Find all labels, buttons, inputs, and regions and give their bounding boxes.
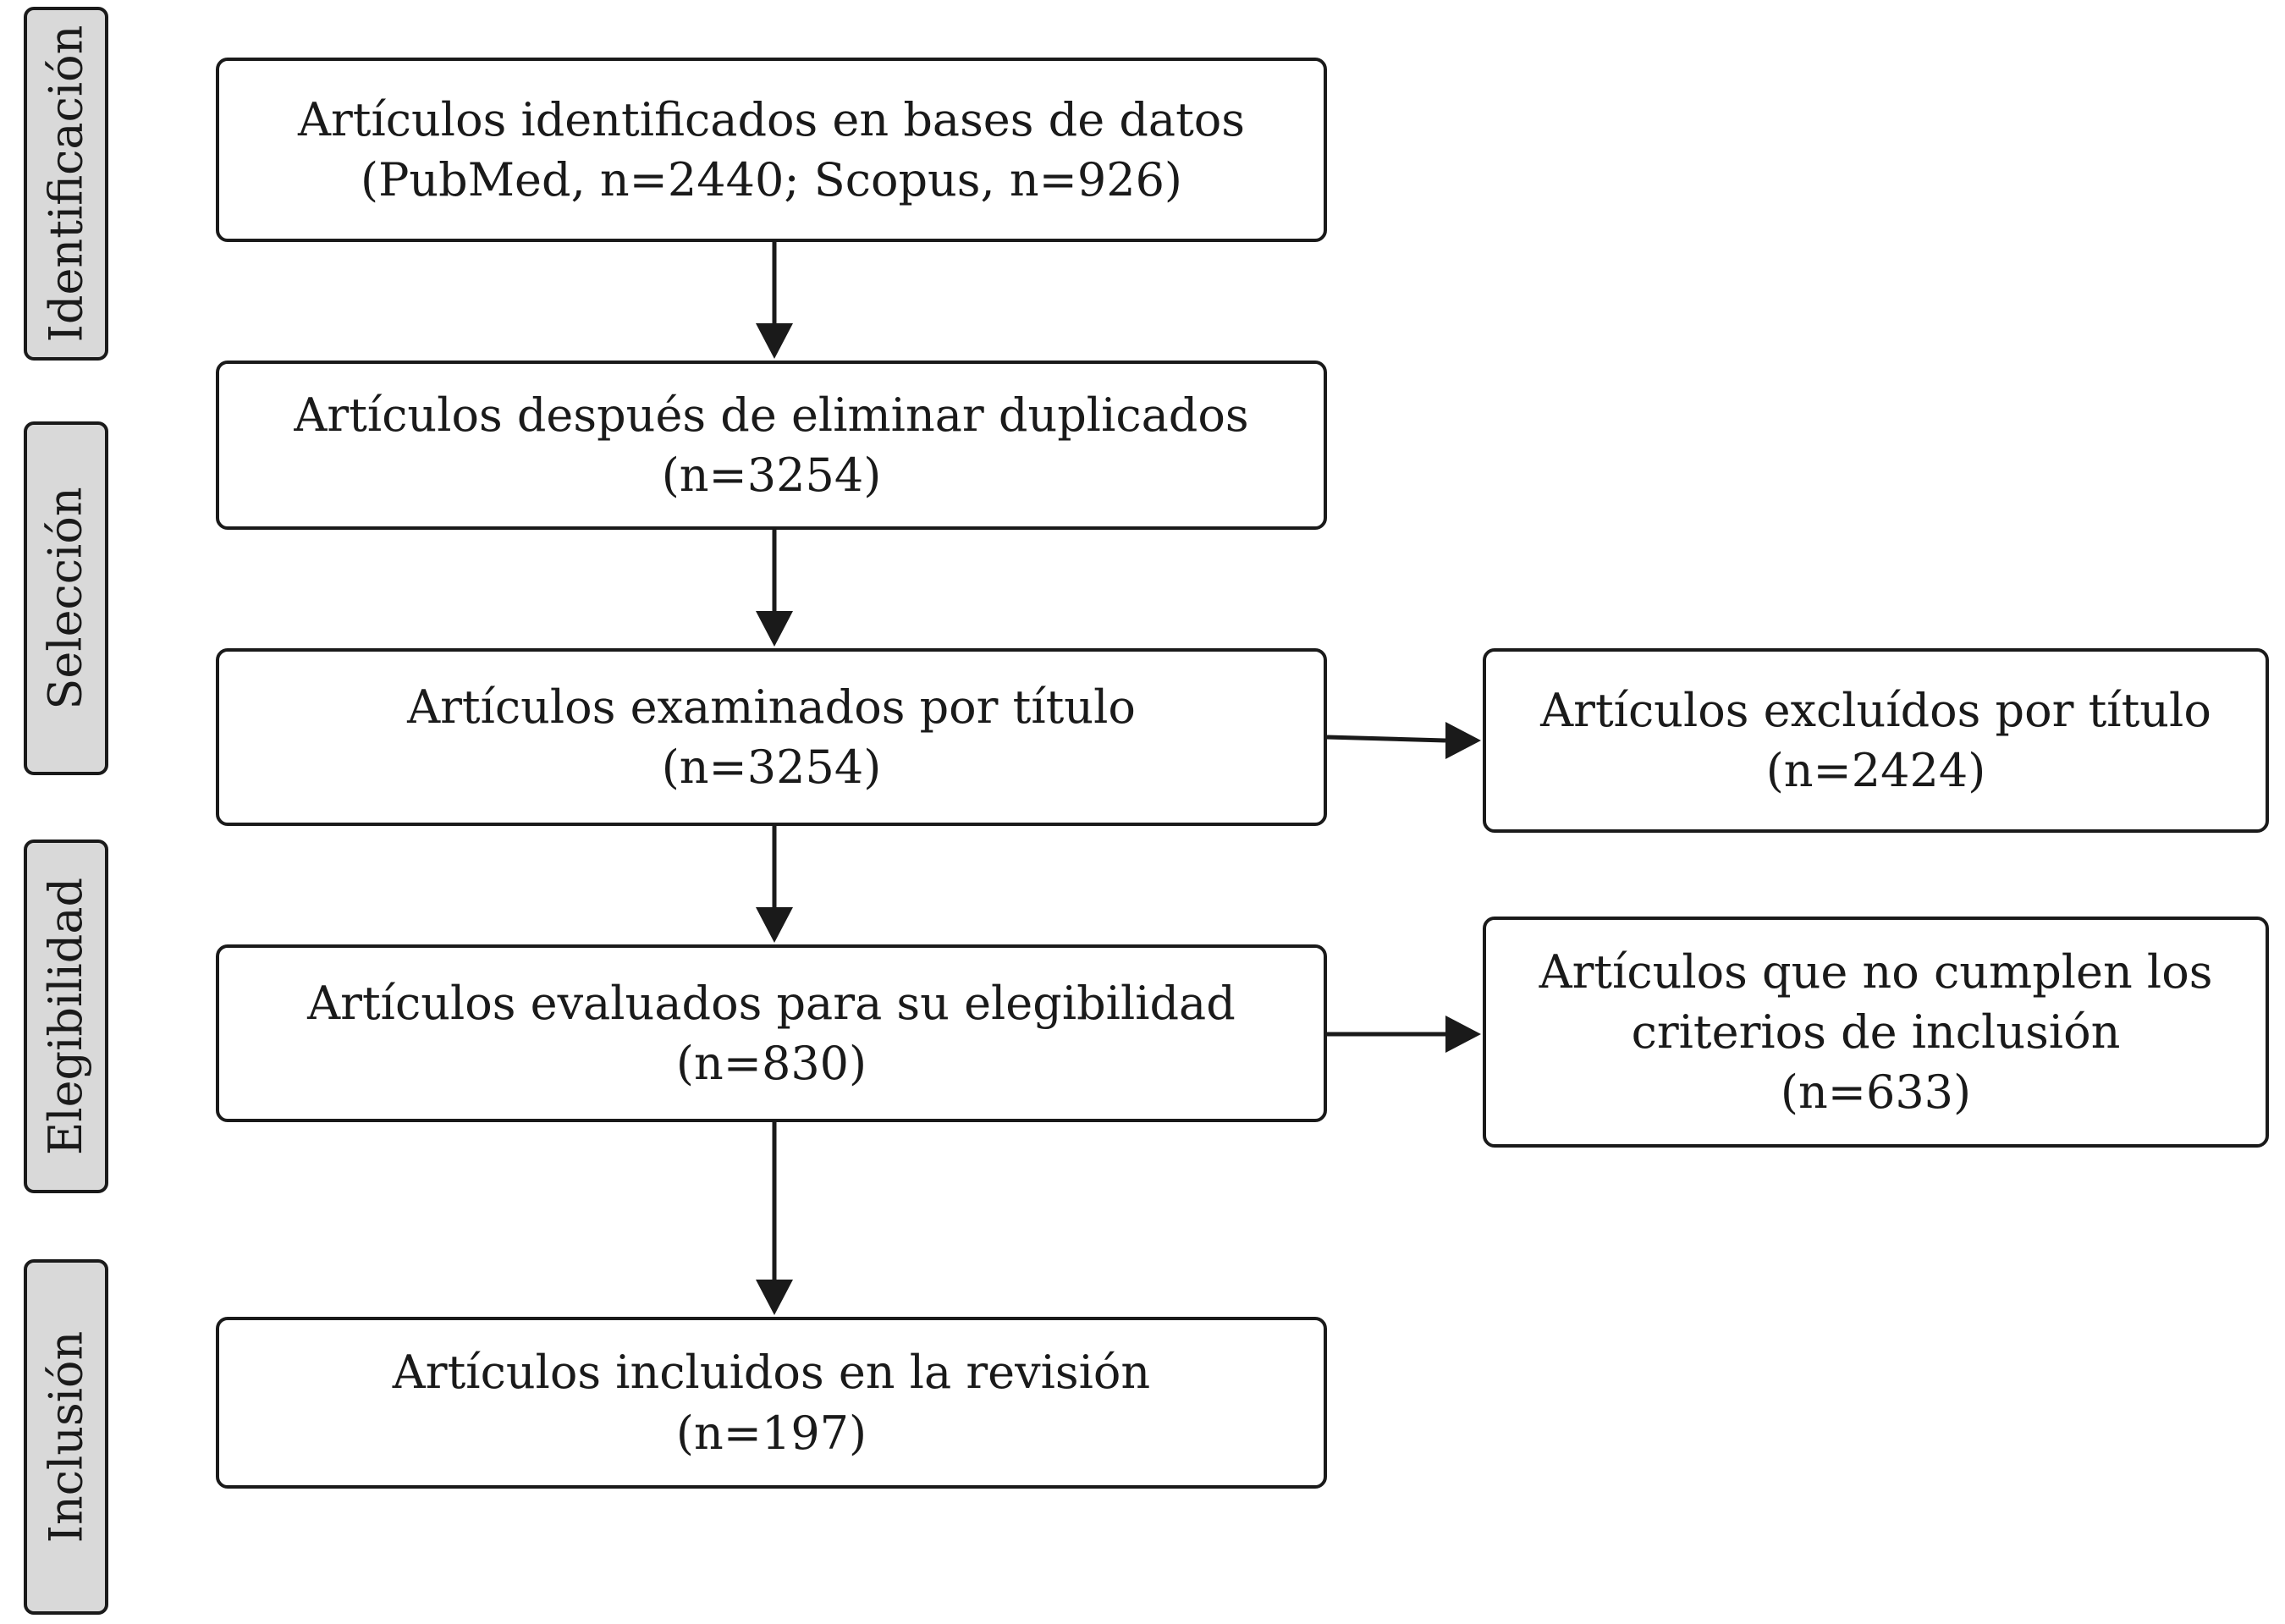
arrow-identified-to-deduplicated-head <box>756 323 793 359</box>
box-identified-records-line1: Artículos identificados en bases de datos <box>298 92 1245 146</box>
box-excluded-by-title <box>1483 648 2269 833</box>
box-excluded-by-title-line1: Artículos excluídos por título <box>1540 683 2211 737</box>
box-identified-records-line2: (PubMed, n=2440; Scopus, n=926) <box>361 153 1182 206</box>
stage-label-identification <box>24 7 108 361</box>
box-after-deduplication-line2: (n=3254) <box>661 449 882 502</box>
stage-label-inclusion <box>24 1259 108 1615</box>
stage-label-eligibility <box>24 840 108 1193</box>
box-assessed-eligibility-line2: (n=830) <box>675 1037 867 1090</box>
arrow-screened-to-excluded-line <box>1327 737 1445 740</box>
box-identified-records <box>216 58 1327 242</box>
arrow-deduplicated-to-screened-head <box>756 611 793 647</box>
box-not-meeting-criteria <box>1483 917 2269 1148</box>
box-screened-by-title-line1: Artículos examinados por título <box>407 680 1136 734</box>
box-not-meeting-criteria-line1: Artículos que no cumplen los <box>1539 944 2213 999</box>
stage-label-inclusion-text: Inclusión <box>39 1330 92 1544</box>
box-included-in-review-line1: Artículos incluidos en la revisión <box>392 1346 1151 1400</box>
arrow-eligibility-to-excluded-head <box>1445 1016 1481 1053</box>
stage-label-eligibility-text: Elegibilidad <box>39 877 93 1156</box>
box-not-meeting-criteria-line3: (n=633) <box>1780 1065 1972 1120</box>
box-included-in-review <box>216 1317 1327 1489</box>
box-after-deduplication <box>216 361 1327 530</box>
box-excluded-by-title-line2: (n=2424) <box>1765 744 1986 797</box>
arrow-eligibility-to-included-head <box>756 1280 793 1315</box>
box-included-in-review-line2: (n=197) <box>675 1406 867 1460</box>
box-assessed-eligibility <box>216 944 1327 1122</box>
box-screened-by-title-line2: (n=3254) <box>661 740 882 794</box>
stage-label-identification-text: Identificación <box>39 25 92 343</box>
box-assessed-eligibility-line1: Artículos evaluados para su elegibilidad <box>307 976 1236 1030</box>
stage-label-selection-text: Selección <box>39 487 93 710</box>
box-not-meeting-criteria-line2: criterios de inclusión <box>1631 1005 2121 1059</box>
arrow-screened-to-eligibility-head <box>756 907 793 943</box>
box-screened-by-title <box>216 648 1327 826</box>
box-after-deduplication-line1: Artículos después de eliminar duplicados <box>294 388 1249 442</box>
stage-label-selection <box>24 421 108 775</box>
arrow-screened-to-excluded-head <box>1445 722 1481 759</box>
